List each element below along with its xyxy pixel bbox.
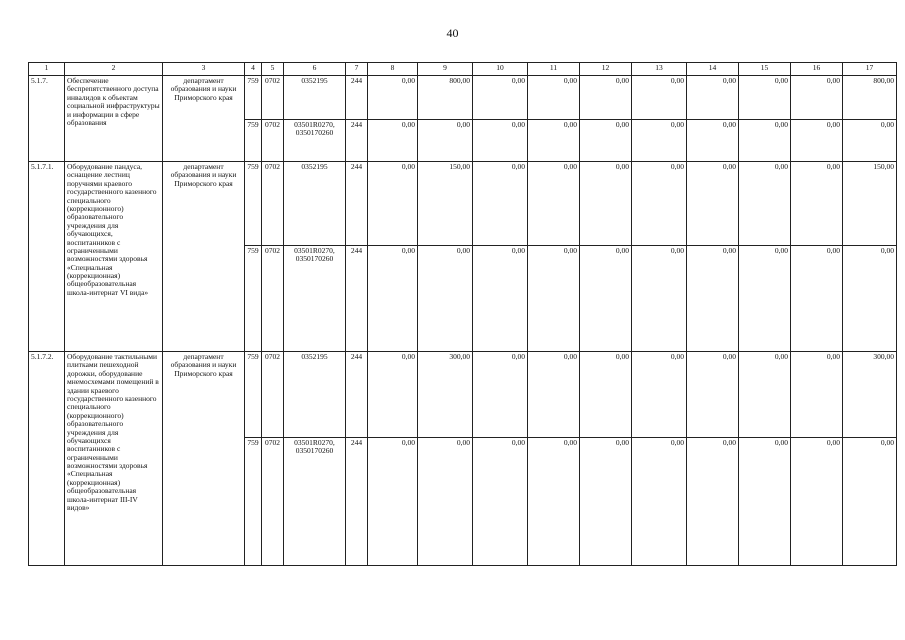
value-cell-col-17: 0,00 xyxy=(843,246,897,352)
page-number: 40 xyxy=(446,26,459,40)
value-cell-col-16: 0,00 xyxy=(791,120,843,162)
value-cell-col-11: 0,00 xyxy=(528,246,580,352)
table-body xyxy=(29,63,897,566)
value-cell-col-17: 300,00 xyxy=(843,352,897,438)
value-cell-col-13: 0,00 xyxy=(632,352,687,438)
value-cell-col-13: 0,00 xyxy=(632,76,687,120)
budget-table xyxy=(28,62,897,566)
value-cell-col-9: 800,00 xyxy=(418,76,473,120)
value-cell-col-13: 0,00 xyxy=(632,162,687,246)
value-cell-col-13: 0,00 xyxy=(632,246,687,352)
csr-cell: 03501R0270, 0350170260 xyxy=(284,246,346,352)
value-cell-col-15: 0,00 xyxy=(739,352,791,438)
value-cell-col-10: 0,00 xyxy=(473,352,528,438)
value-cell-col-17: 0,00 xyxy=(843,120,897,162)
column-header-13: 13 xyxy=(632,63,687,76)
value-cell-col-12: 0,00 xyxy=(580,120,632,162)
value-cell-col-15: 0,00 xyxy=(739,162,791,246)
value-cell-col-10: 0,00 xyxy=(473,76,528,120)
value-cell-col-8: 0,00 xyxy=(368,76,418,120)
vr-cell: 244 xyxy=(346,120,368,162)
value-cell-col-10: 0,00 xyxy=(473,120,528,162)
value-cell-col-8: 0,00 xyxy=(368,120,418,162)
value-cell-col-10: 0,00 xyxy=(473,438,528,566)
rzpr-cell: 0702 xyxy=(262,76,284,120)
grbs-cell: 759 xyxy=(245,162,262,246)
item-name-cell: Обеспечение беспрепятственного доступа инвалидов к объектам социальной инфраструктуры и информации в сфере образования xyxy=(65,76,163,162)
value-cell-col-16: 0,00 xyxy=(791,246,843,352)
value-cell-col-12: 0,00 xyxy=(580,246,632,352)
csr-cell: 0352195 xyxy=(284,352,346,438)
column-header-8: 8 xyxy=(368,63,418,76)
value-cell-col-9: 0,00 xyxy=(418,246,473,352)
value-cell-col-14: 0,00 xyxy=(687,162,739,246)
value-cell-col-9: 0,00 xyxy=(418,120,473,162)
value-cell-col-12: 0,00 xyxy=(580,438,632,566)
value-cell-col-14: 0,00 xyxy=(687,352,739,438)
grbs-cell: 759 xyxy=(245,120,262,162)
column-header-2: 2 xyxy=(65,63,163,76)
vr-cell: 244 xyxy=(346,162,368,246)
table-row xyxy=(29,76,897,120)
value-cell-col-11: 0,00 xyxy=(528,76,580,120)
value-cell-col-16: 0,00 xyxy=(791,352,843,438)
csr-cell: 0352195 xyxy=(284,162,346,246)
item-name-cell: Оборудование пандуса, оснащение лестниц поручнями краевого государственного казенного специального (коррекционного) образовательного учреждения для обучающихся, воспитанников с ограниченными возможностями здоровья «Специальная (коррекционная) общеобразовательная школа-интернат VI вида» xyxy=(65,162,163,352)
column-header-7: 7 xyxy=(346,63,368,76)
value-cell-col-14: 0,00 xyxy=(687,76,739,120)
rzpr-cell: 0702 xyxy=(262,352,284,438)
value-cell-col-9: 300,00 xyxy=(418,352,473,438)
executor-cell: департамент образования и науки Приморского края xyxy=(163,352,245,566)
value-cell-col-8: 0,00 xyxy=(368,246,418,352)
value-cell-col-9: 150,00 xyxy=(418,162,473,246)
item-name-cell: Оборудование тактильными плитками пешеходной дорожки, оборудование мнемосхемами помещений в здании краевого государственного казенного специального (коррекционного) образовательного учреждения для обучающихся воспитанников с ограниченными возможностями здоровья «Специальная (коррекционная) общеобразовательная школа-интернат III-IV видов» xyxy=(65,352,163,566)
value-cell-col-10: 0,00 xyxy=(473,246,528,352)
value-cell-col-14: 0,00 xyxy=(687,120,739,162)
value-cell-col-13: 0,00 xyxy=(632,120,687,162)
grbs-cell: 759 xyxy=(245,246,262,352)
column-header-10: 10 xyxy=(473,63,528,76)
value-cell-col-15: 0,00 xyxy=(739,120,791,162)
value-cell-col-11: 0,00 xyxy=(528,438,580,566)
grbs-cell: 759 xyxy=(245,438,262,566)
grbs-cell: 759 xyxy=(245,76,262,120)
executor-cell: департамент образования и науки Приморского края xyxy=(163,76,245,162)
executor-cell: департамент образования и науки Приморского края xyxy=(163,162,245,352)
vr-cell: 244 xyxy=(346,246,368,352)
column-header-4: 4 xyxy=(245,63,262,76)
item-code-cell: 5.1.7.1. xyxy=(29,162,65,352)
value-cell-col-14: 0,00 xyxy=(687,438,739,566)
grbs-cell: 759 xyxy=(245,352,262,438)
column-header-14: 14 xyxy=(687,63,739,76)
value-cell-col-12: 0,00 xyxy=(580,352,632,438)
column-header-12: 12 xyxy=(580,63,632,76)
vr-cell: 244 xyxy=(346,76,368,120)
rzpr-cell: 0702 xyxy=(262,162,284,246)
value-cell-col-10: 0,00 xyxy=(473,162,528,246)
column-header-6: 6 xyxy=(284,63,346,76)
value-cell-col-11: 0,00 xyxy=(528,120,580,162)
csr-cell: 0352195 xyxy=(284,76,346,120)
value-cell-col-17: 800,00 xyxy=(843,76,897,120)
value-cell-col-8: 0,00 xyxy=(368,162,418,246)
vr-cell: 244 xyxy=(346,352,368,438)
column-header-16: 16 xyxy=(791,63,843,76)
table-row xyxy=(29,162,897,246)
value-cell-col-8: 0,00 xyxy=(368,438,418,566)
value-cell-col-16: 0,00 xyxy=(791,76,843,120)
value-cell-col-11: 0,00 xyxy=(528,162,580,246)
value-cell-col-14: 0,00 xyxy=(687,246,739,352)
item-code-cell: 5.1.7. xyxy=(29,76,65,162)
value-cell-col-16: 0,00 xyxy=(791,162,843,246)
csr-cell: 03501R0270, 0350170260 xyxy=(284,438,346,566)
value-cell-col-12: 0,00 xyxy=(580,162,632,246)
column-header-17: 17 xyxy=(843,63,897,76)
csr-cell: 03501R0270, 0350170260 xyxy=(284,120,346,162)
rzpr-cell: 0702 xyxy=(262,120,284,162)
value-cell-col-15: 0,00 xyxy=(739,438,791,566)
column-header-15: 15 xyxy=(739,63,791,76)
value-cell-col-8: 0,00 xyxy=(368,352,418,438)
header-row xyxy=(29,63,897,76)
column-header-1: 1 xyxy=(29,63,65,76)
rzpr-cell: 0702 xyxy=(262,246,284,352)
column-header-11: 11 xyxy=(528,63,580,76)
column-header-9: 9 xyxy=(418,63,473,76)
table-row xyxy=(29,352,897,438)
value-cell-col-13: 0,00 xyxy=(632,438,687,566)
value-cell-col-15: 0,00 xyxy=(739,76,791,120)
value-cell-col-12: 0,00 xyxy=(580,76,632,120)
value-cell-col-15: 0,00 xyxy=(739,246,791,352)
value-cell-col-17: 0,00 xyxy=(843,438,897,566)
value-cell-col-16: 0,00 xyxy=(791,438,843,566)
vr-cell: 244 xyxy=(346,438,368,566)
item-code-cell: 5.1.7.2. xyxy=(29,352,65,566)
value-cell-col-11: 0,00 xyxy=(528,352,580,438)
value-cell-col-17: 150,00 xyxy=(843,162,897,246)
rzpr-cell: 0702 xyxy=(262,438,284,566)
value-cell-col-9: 0,00 xyxy=(418,438,473,566)
column-header-3: 3 xyxy=(163,63,245,76)
column-header-5: 5 xyxy=(262,63,284,76)
